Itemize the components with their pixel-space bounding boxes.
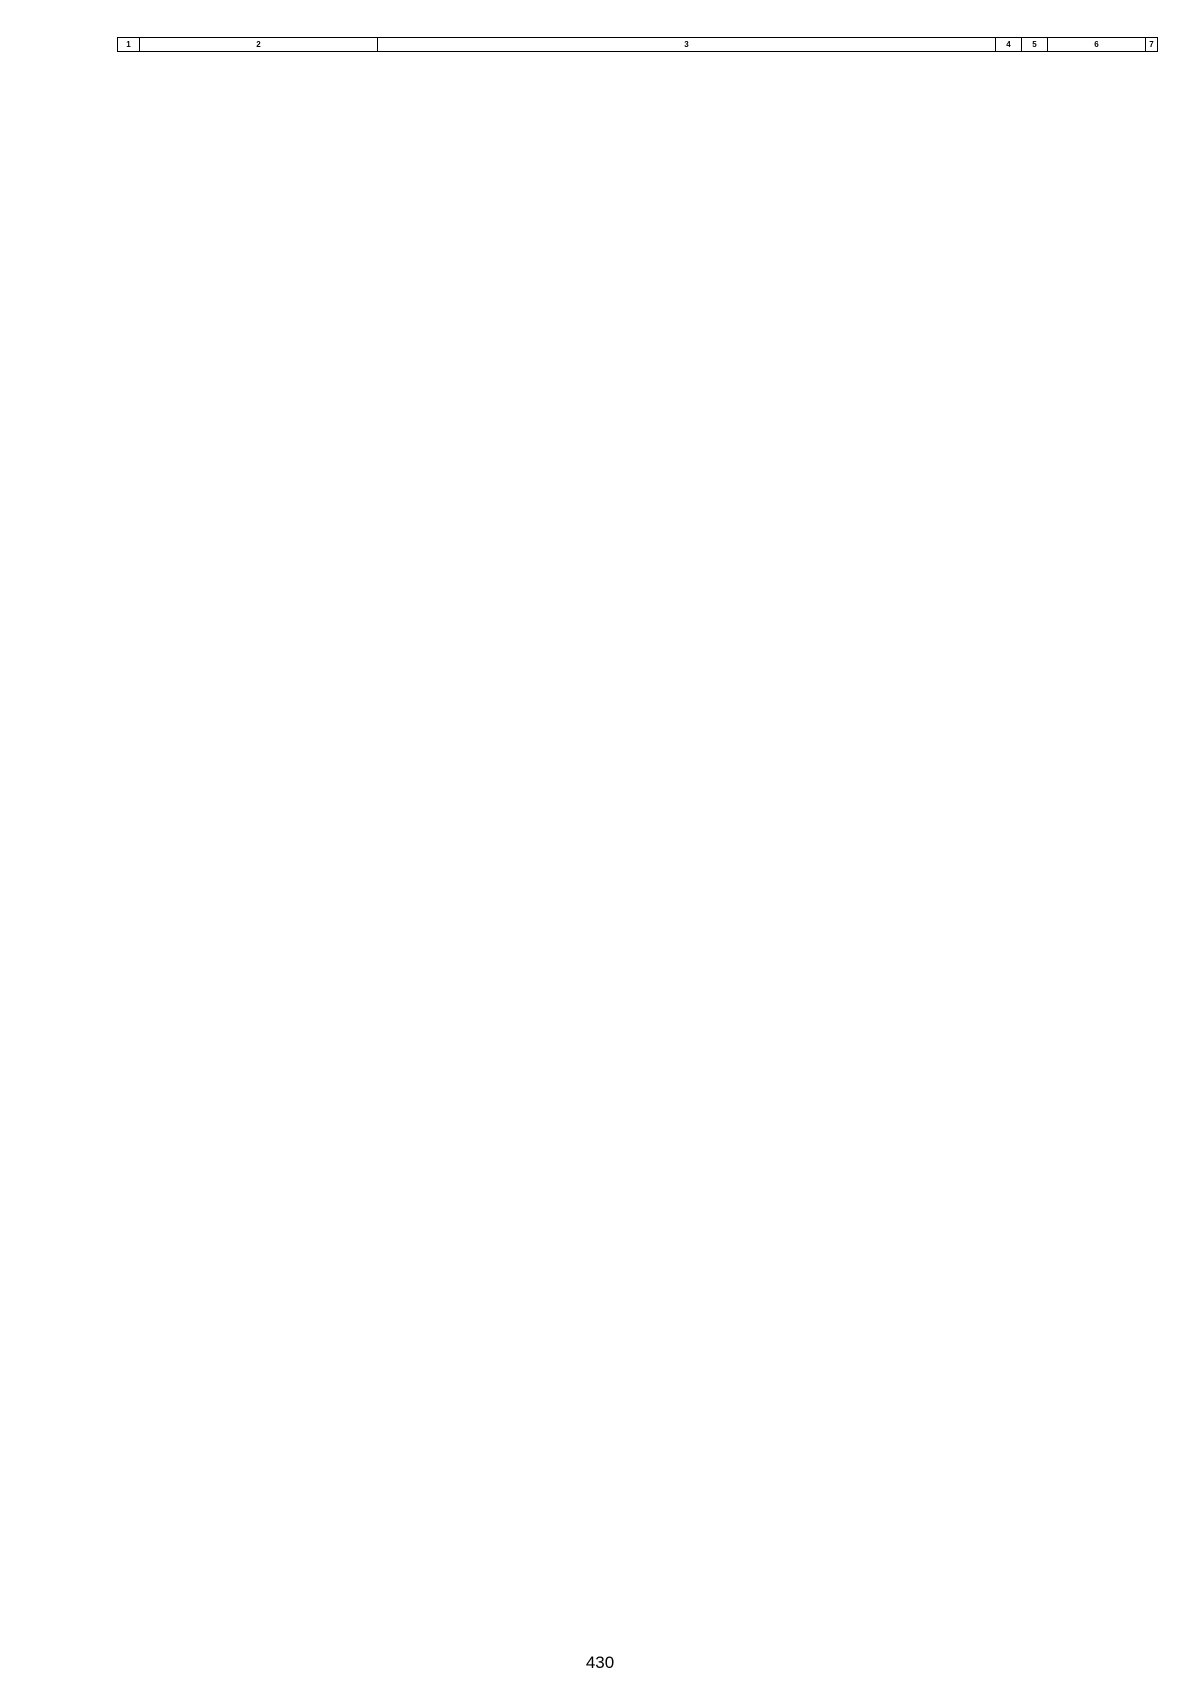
header-cell-6: 6	[1048, 38, 1146, 52]
header-cell-3: 3	[378, 38, 996, 52]
page-number: 430	[585, 1653, 615, 1672]
header-cell-1: 1	[118, 38, 140, 52]
header-cell-2: 2	[140, 38, 378, 52]
register-table	[117, 37, 1158, 52]
header-cell-5: 5	[1022, 38, 1048, 52]
header-row	[118, 38, 1158, 52]
header-cell-7: 7	[1146, 38, 1158, 52]
header-cell-4: 4	[996, 38, 1022, 52]
